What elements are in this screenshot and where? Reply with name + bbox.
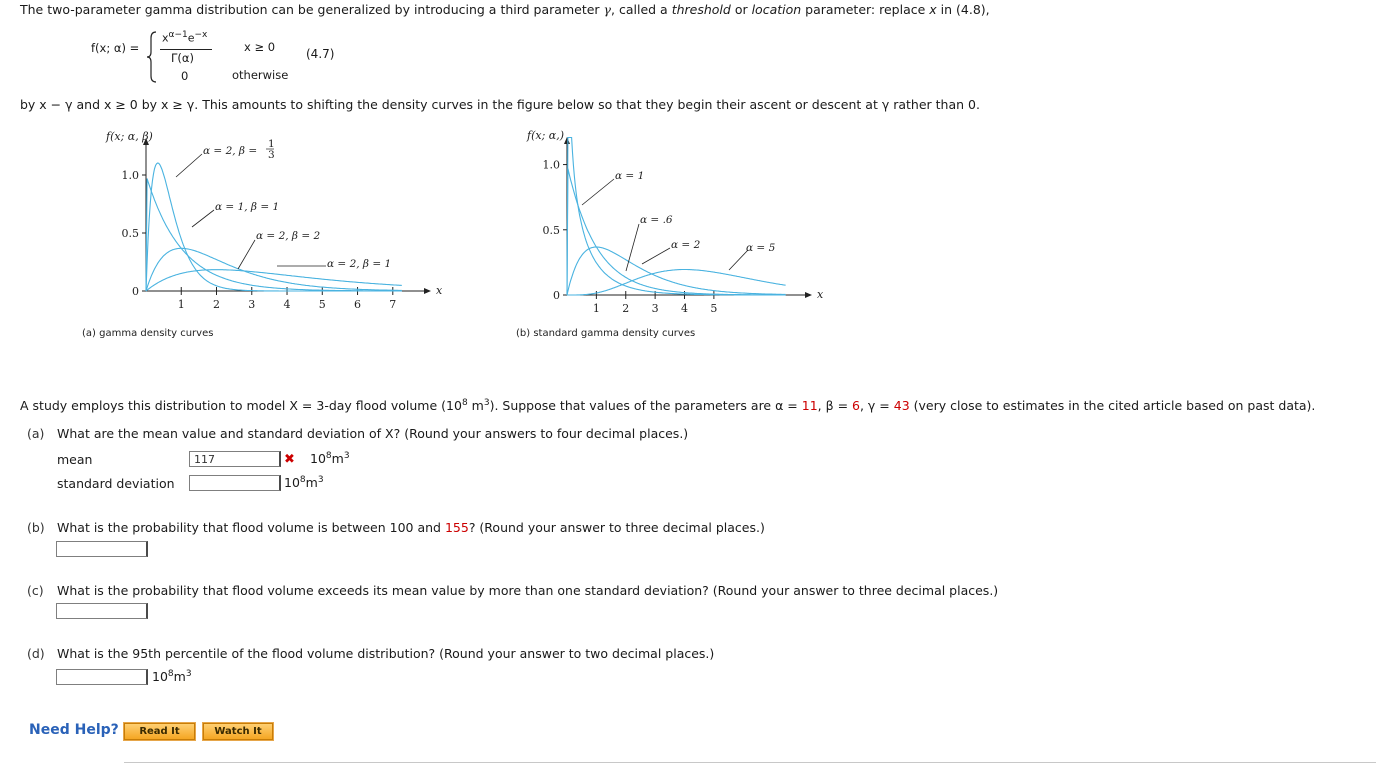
unit-m: m: [331, 451, 344, 467]
curve--1: [567, 169, 786, 296]
y-tick-label: 1.0: [121, 169, 139, 182]
intro-part: , called a: [611, 2, 672, 17]
watch-it-button[interactable]: Watch It: [203, 723, 273, 740]
y-axis-label: f(x; α, β): [106, 130, 153, 143]
part-c-input[interactable]: [56, 603, 148, 619]
mean-unit: [310, 451, 350, 466]
study-part: ). Suppose that values of the parameters are α =: [489, 398, 802, 414]
chart-b: [510, 128, 840, 323]
part-d-label: (d): [27, 646, 45, 661]
part-c-question: What is the probability that flood volume exceeds its mean value by more than one standard deviation? (Round your answer to three decimal places.): [57, 583, 999, 598]
read-it-button[interactable]: Read It: [124, 723, 195, 740]
formula-cond2: otherwise: [232, 68, 289, 82]
unit-base: 10: [284, 475, 300, 491]
intro-part: in (4.8),: [936, 2, 990, 17]
intro-part: or: [730, 2, 752, 17]
sd-label: standard deviation: [57, 476, 175, 491]
part-d-input[interactable]: [56, 669, 148, 685]
x-tick-label: 3: [248, 298, 256, 311]
unit-m: m: [173, 669, 186, 685]
chart-a: [80, 124, 443, 324]
gamma-symbol: γ: [603, 2, 612, 17]
study-part: , β =: [817, 398, 853, 414]
label-leader-line: [192, 210, 214, 227]
label-alpha2: α = 2: [671, 239, 701, 251]
curve--6: [567, 138, 786, 296]
formula-cond1: x ≥ 0: [244, 40, 276, 54]
x-tick-label: 4: [283, 298, 291, 311]
intro-part: parameter: replace: [801, 2, 930, 17]
label-alpha1-beta1: α = 1, β = 1: [215, 201, 280, 213]
part-c-label: (c): [27, 583, 44, 598]
shift-text: by x − γ and x ≥ 0 by x ≥ γ. This amounts to shifting the density curves in the figure below so that they begin their ascent or descent at γ rather than 0.: [20, 97, 980, 112]
alpha-value: 11: [801, 398, 818, 414]
mean-input[interactable]: 117: [189, 451, 281, 467]
x-tick-label: 2: [213, 298, 221, 311]
study-exp: 8: [461, 398, 468, 408]
upper-bound-value: 155: [444, 520, 469, 535]
unit-exp: 3: [343, 451, 350, 461]
x-tick-label: 4: [681, 302, 688, 315]
part-d-unit: [152, 669, 192, 684]
fraction-bar: [160, 49, 212, 50]
y-tick-label: 0.5: [542, 223, 560, 237]
study-part: , γ =: [859, 398, 894, 414]
study-text: [20, 398, 1315, 413]
unit-base: 10: [152, 669, 168, 685]
y-axis-label: f(x; α,): [527, 129, 564, 142]
question-part: ? (Round your answer to three decimal places.): [468, 520, 765, 535]
need-help-label: Need Help?: [29, 722, 119, 738]
mean-label: mean: [57, 452, 93, 467]
formula-denominator: Γ(α): [171, 51, 194, 65]
x-tick-label: 1: [177, 298, 185, 311]
intro-part: The two-parameter gamma distribution can be generalized by introducing a third parameter: [20, 2, 604, 17]
unit-m: m: [305, 475, 318, 491]
label-alpha5: α = 5: [746, 242, 776, 254]
label-leader-line: [238, 240, 255, 269]
x-tick-label: 5: [710, 302, 718, 315]
label-alpha1: α = 1: [615, 170, 645, 182]
chart-b-caption: (b) standard gamma density curves: [516, 328, 696, 339]
label-leader-line: [642, 248, 670, 264]
label-alpha2-beta1: α = 2, β = 1: [327, 258, 392, 270]
x-tick-label: 5: [318, 298, 326, 311]
formula-zero: 0: [181, 69, 189, 83]
part-a-question: What are the mean value and standard deviation of X? (Round your answers to four decimal places.): [57, 426, 689, 441]
unit-exp: 3: [185, 669, 192, 679]
label-leader-line: [176, 154, 202, 177]
x-tick-label: 1: [592, 302, 600, 315]
intro-text: [20, 2, 990, 17]
unit-exp: 8: [167, 669, 174, 679]
x-axis-arrow: [805, 292, 812, 298]
frac-den: 3: [268, 149, 275, 161]
beta-value: 6: [852, 398, 860, 414]
formula-lhs: f(x; α) =: [91, 41, 140, 55]
unit-exp: 3: [317, 475, 324, 485]
x-axis-label: x: [817, 288, 824, 301]
unit-exp: 8: [325, 451, 332, 461]
y-tick-label: 1.0: [542, 158, 560, 172]
x-axis-arrow: [424, 288, 431, 294]
x-axis-label: x: [436, 284, 443, 297]
part-d-question: What is the 95th percentile of the flood volume distribution? (Round your answer to two decimal places.): [57, 646, 715, 661]
unit-base: 10: [310, 451, 326, 467]
wrong-icon: ✖: [284, 452, 295, 467]
label-alpha06: α = .6: [640, 214, 673, 226]
curve--2: [567, 247, 786, 295]
formula-eqnum: (4.7): [306, 47, 335, 61]
piecewise-brace: [146, 30, 158, 84]
formula-numerator: $x^{\alpha-1}e^{-x}$: [162, 30, 208, 45]
study-part: (very close to estimates in the cited article based on past data).: [909, 398, 1316, 414]
y-axis-arrow: [564, 137, 570, 144]
part-a-label: (a): [27, 426, 45, 441]
x-tick-label: 2: [622, 302, 630, 315]
sd-unit: [284, 475, 324, 490]
unit-exp: 8: [299, 475, 306, 485]
brace-shape: [147, 32, 156, 82]
question-part: What is the probability that flood volume is between 100 and: [57, 520, 445, 535]
curve--2-1-3: [146, 163, 402, 291]
part-b-question: [57, 520, 765, 535]
label-leader-line: [582, 179, 614, 205]
study-exp: 3: [483, 398, 490, 408]
study-part: m: [467, 398, 484, 414]
chart-a-caption: (a) gamma density curves: [82, 328, 214, 339]
label-alpha2-beta-third: α = 2, β =: [203, 145, 258, 157]
frac-num: 1: [268, 138, 275, 150]
y-tick-label: 0: [553, 289, 560, 302]
y-tick-label: 0.5: [121, 227, 139, 240]
bottom-divider: [124, 762, 1376, 763]
curve--5: [567, 270, 786, 296]
study-part: A study employs this distribution to model X = 3-day flood volume (10: [20, 398, 462, 414]
x-tick-label: 6: [354, 298, 362, 311]
part-b-label: (b): [27, 520, 45, 535]
label-alpha2-beta2: α = 2, β = 2: [256, 230, 321, 242]
x-tick-label: 3: [651, 302, 659, 315]
gamma-value: 43: [893, 398, 910, 414]
threshold-term: threshold: [671, 2, 731, 17]
part-b-input[interactable]: [56, 541, 148, 557]
x-tick-label: 7: [389, 298, 397, 311]
location-term: location: [751, 2, 802, 17]
x-symbol: x: [929, 2, 937, 17]
sd-input[interactable]: [189, 475, 281, 491]
y-tick-label: 0: [132, 285, 139, 298]
